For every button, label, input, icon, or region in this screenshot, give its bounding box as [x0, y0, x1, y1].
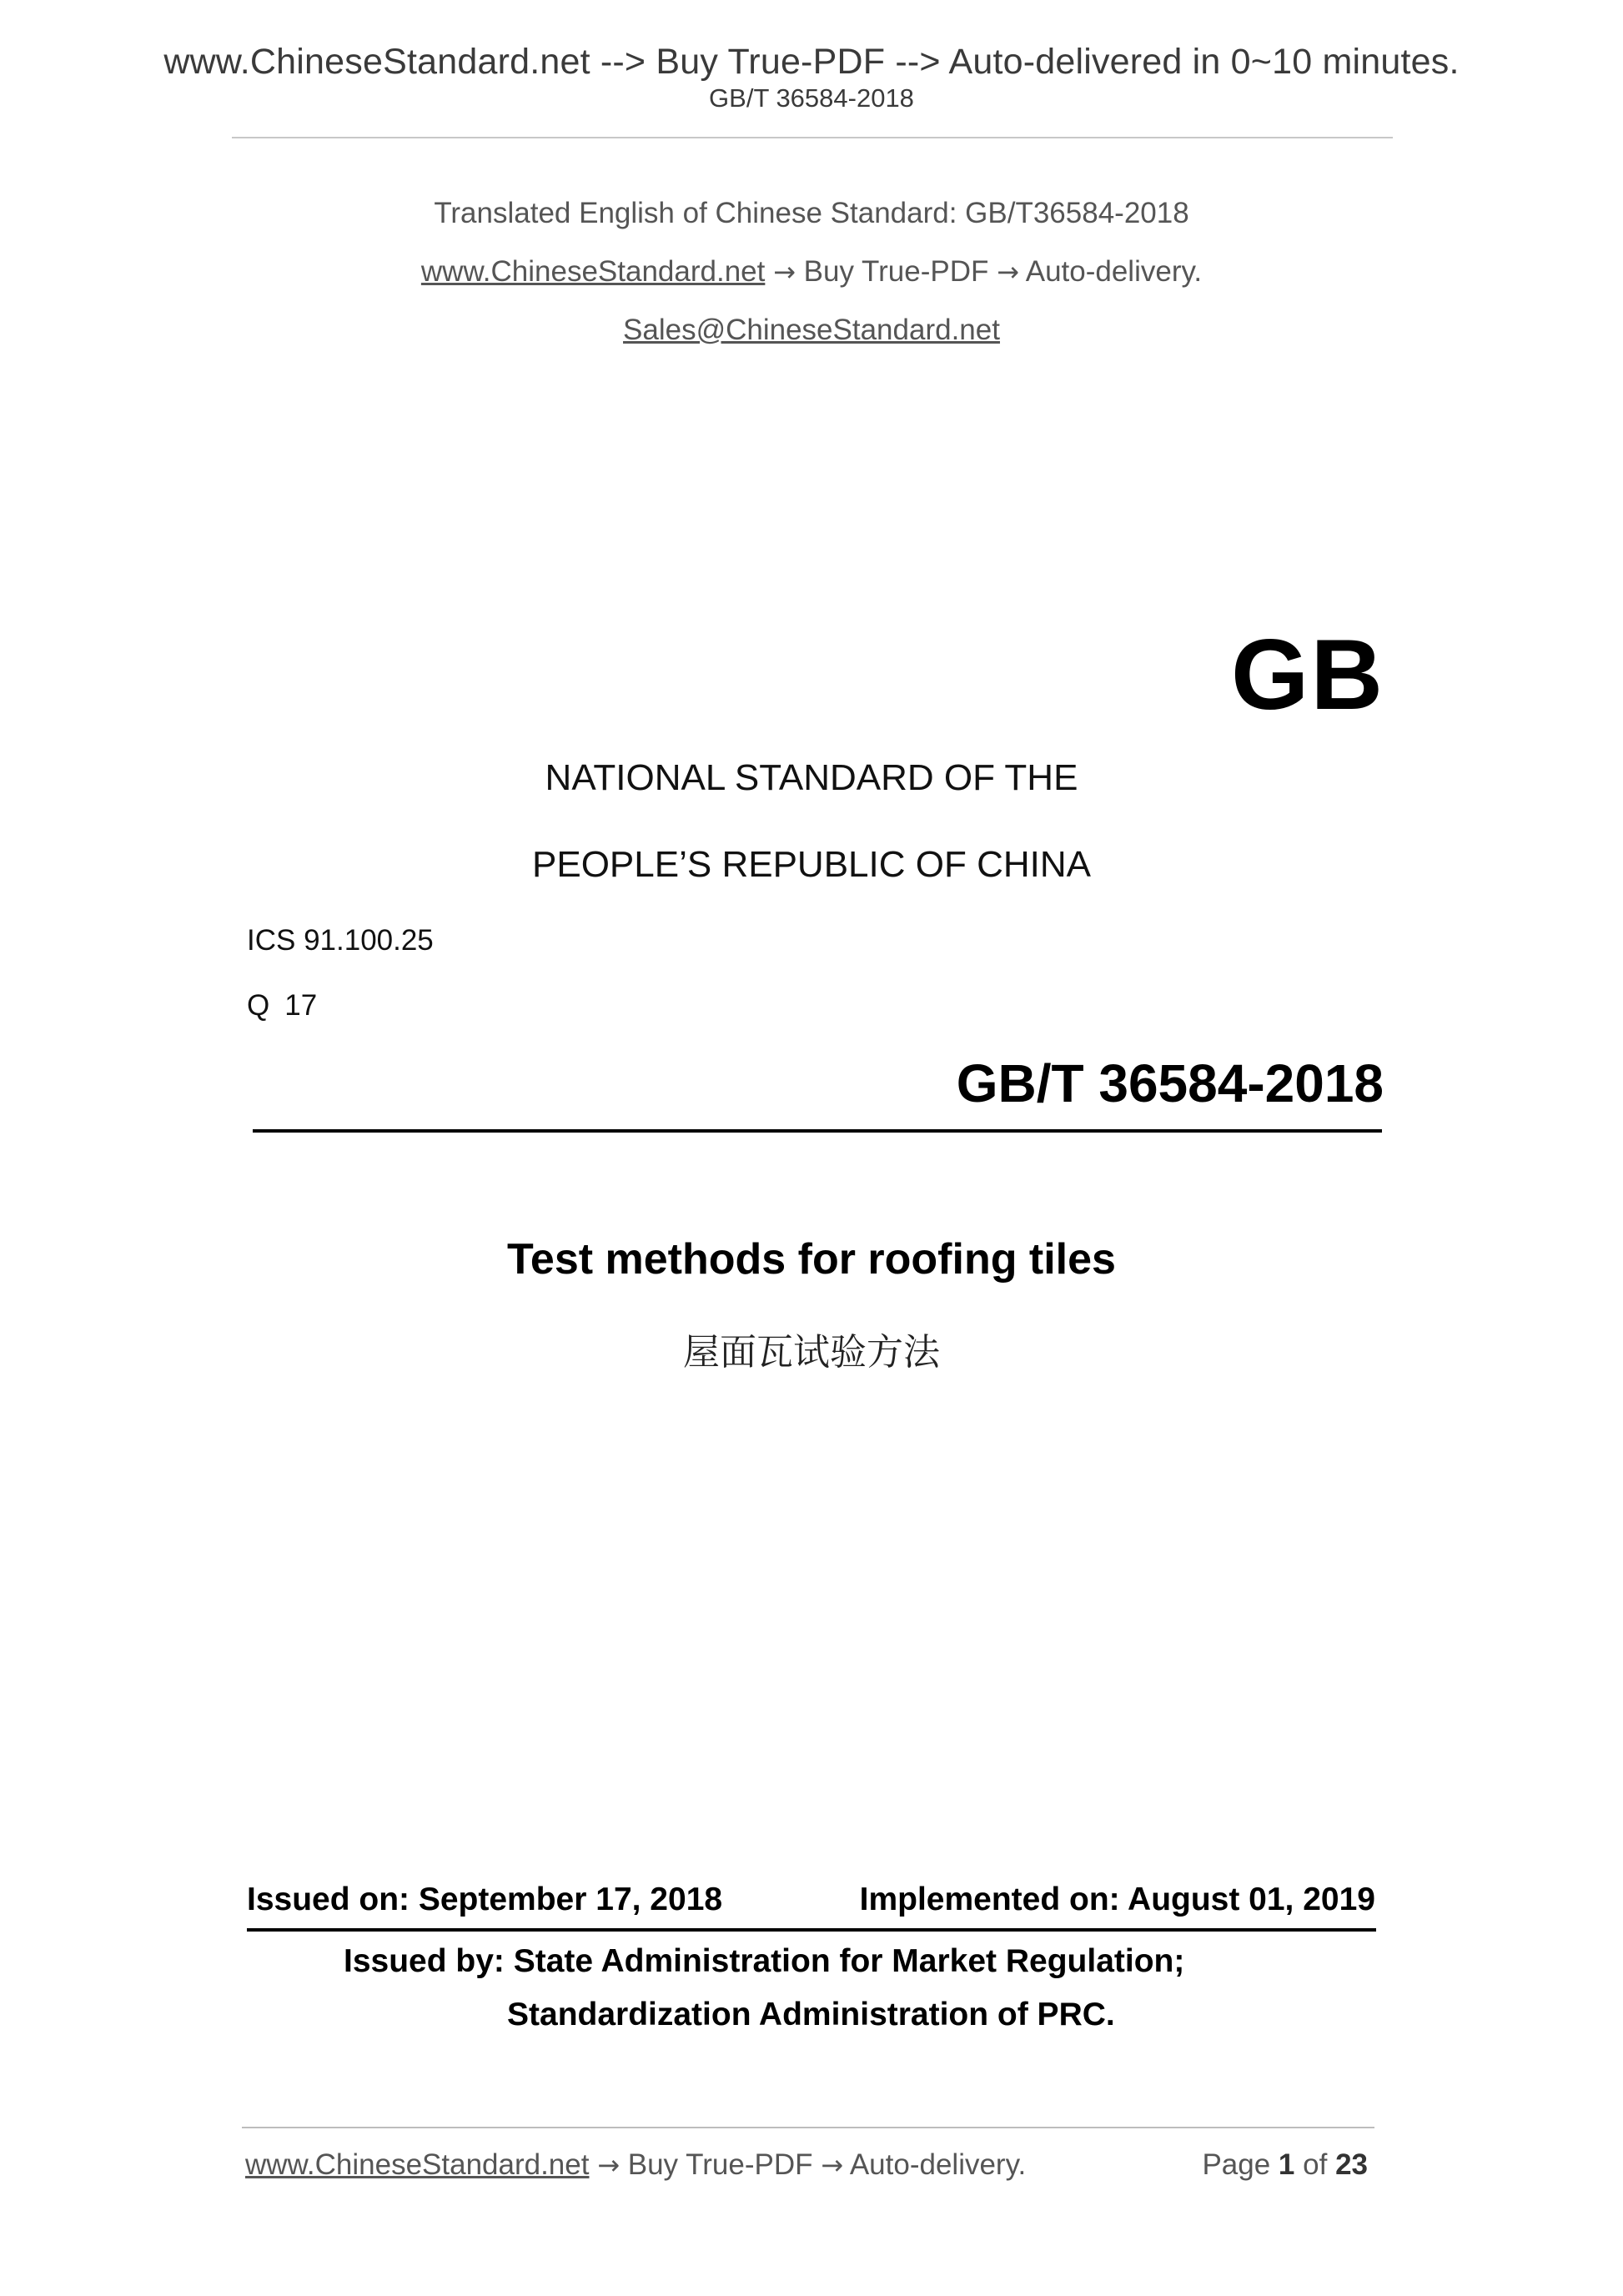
national-standard-line1: NATIONAL STANDARD OF THE [545, 757, 1078, 798]
arrow-right-icon: → [773, 256, 796, 288]
issue-rule [247, 1928, 1376, 1932]
page-total: 23 [1335, 2148, 1368, 2181]
standard-number-rule [253, 1129, 1382, 1133]
auto-delivery-text: Auto-delivery. [1025, 255, 1203, 288]
document-title-chinese: 屋面瓦试验方法 [683, 1331, 940, 1374]
purchase-line [0, 255, 1623, 289]
running-head: GB/T 36584-2018 [709, 83, 914, 113]
page-of-label: of [1303, 2148, 1328, 2181]
footer-delivery-text: Auto-delivery. [849, 2148, 1027, 2181]
sales-email-link[interactable]: Sales@ChineseStandard.net [623, 314, 1000, 346]
ics-code: ICS 91.100.25 [247, 924, 434, 957]
document-title-english: Test methods for roofing tiles [507, 1235, 1116, 1284]
page-label: Page [1202, 2148, 1271, 2181]
footer-buy-text: Buy True-PDF [627, 2148, 813, 2181]
site-link[interactable]: www.ChineseStandard.net [420, 255, 766, 288]
email-line [0, 314, 1623, 347]
q-prefix: Q [247, 989, 270, 1022]
page-current: 1 [1278, 2148, 1295, 2181]
standard-number: GB/T 36584-2018 [956, 1053, 1384, 1113]
footer-site-link[interactable]: www.ChineseStandard.net [245, 2148, 590, 2181]
footer-divider [242, 2127, 1374, 2128]
q-code [247, 989, 317, 1022]
arrow-right-icon: → [997, 256, 1019, 288]
translation-notice: Translated English of Chinese Standard: GB/T36584-2018 [434, 197, 1189, 229]
issued-by-line2: Standardization Administration of PRC. [507, 1997, 1115, 2032]
gb-mark: GB [1231, 619, 1384, 731]
national-standard-line2: PEOPLE’S REPUBLIC OF CHINA [532, 844, 1091, 885]
footer-purchase-line [245, 2148, 1026, 2182]
arrow-right-icon: → [597, 2149, 621, 2181]
page-indicator [1202, 2148, 1368, 2182]
buy-true-pdf-text: Buy True-PDF [803, 255, 989, 288]
header-divider [232, 137, 1393, 138]
issued-by-line1: Issued by: State Administration for Market Regulation; [344, 1943, 1185, 1979]
implemented-on-date: Implemented on: August 01, 2019 [859, 1882, 1375, 1917]
q-number: 17 [284, 989, 318, 1022]
top-banner: www.ChineseStandard.net --> Buy True-PDF --> Auto-delivered in 0~10 minutes. [163, 42, 1460, 82]
arrow-right-icon: → [821, 2149, 844, 2181]
issued-on-date: Issued on: September 17, 2018 [247, 1882, 723, 1917]
